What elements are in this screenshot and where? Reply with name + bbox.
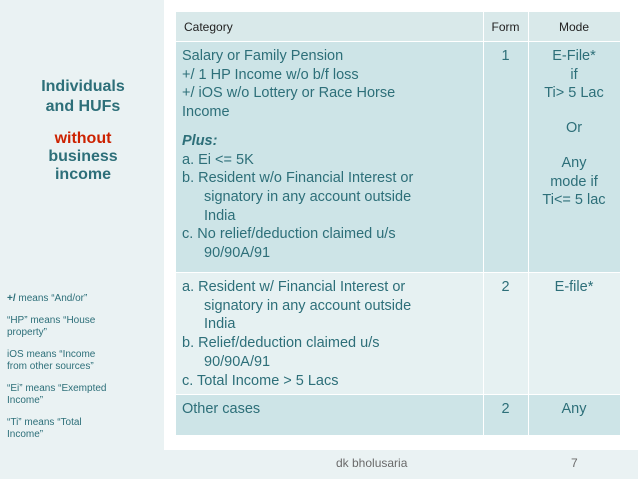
condition-line: a. Resident w/ Financial Interest or bbox=[182, 279, 406, 295]
mode-cell bbox=[528, 42, 620, 273]
note-and-or bbox=[7, 293, 157, 305]
form-cell: 1 bbox=[483, 42, 528, 273]
category-line: +/ 1 HP Income w/o b/f loss bbox=[182, 66, 359, 83]
subheading-line-1: business bbox=[48, 148, 118, 165]
category-cell bbox=[176, 42, 483, 273]
note-ti bbox=[7, 417, 157, 441]
table-header-row bbox=[176, 12, 620, 42]
mode-line: mode if bbox=[550, 173, 598, 190]
condition-line: signatory in any account outside bbox=[204, 188, 412, 205]
condition-line: 90/90A/91 bbox=[204, 245, 271, 262]
condition-line: 90/90A/91 bbox=[204, 353, 271, 370]
itr-form-table bbox=[176, 12, 621, 436]
condition-line: c. Total Income > 5 Lacs bbox=[182, 372, 339, 389]
mode-cell: E-file* bbox=[528, 273, 620, 395]
subheading-line-2: income bbox=[54, 166, 111, 183]
note-text: Income” bbox=[7, 395, 44, 406]
mode-line: E-File* bbox=[552, 48, 596, 64]
category-cell: Other cases bbox=[176, 395, 483, 436]
legend-notes bbox=[7, 293, 157, 473]
mode-line: if bbox=[570, 66, 578, 83]
category-line: +/ iOS w/o Lottery or Race Horse bbox=[182, 85, 396, 102]
panel-heading bbox=[24, 77, 142, 117]
mode-line: Or bbox=[565, 120, 583, 137]
condition-line: India bbox=[204, 207, 236, 224]
note-text: means “And/or” bbox=[15, 293, 88, 304]
footer-author: dk bholusaria bbox=[336, 456, 408, 470]
note-text: iOS means “Income bbox=[7, 349, 96, 360]
category-line: Income bbox=[182, 104, 230, 121]
form-cell: 2 bbox=[483, 273, 528, 395]
table-row bbox=[176, 395, 620, 436]
note-text: “Ti” means “Total bbox=[7, 417, 82, 428]
condition-line: India bbox=[204, 316, 236, 333]
note-text: from other sources” bbox=[7, 361, 94, 372]
heading-line-2: and HUFs bbox=[45, 98, 121, 115]
plus-label: Plus: bbox=[182, 132, 218, 149]
heading-line-1: Individuals bbox=[41, 78, 125, 95]
category-cell bbox=[176, 273, 483, 395]
category-line: Salary or Family Pension bbox=[182, 48, 344, 64]
mode-line: Ti<= 5 lac bbox=[542, 192, 606, 209]
header-mode: Mode bbox=[528, 12, 620, 42]
panel-subheading bbox=[24, 130, 142, 184]
page-number: 7 bbox=[571, 456, 578, 470]
subheading-without: without bbox=[54, 130, 112, 147]
footer-bar bbox=[0, 450, 638, 479]
note-text: “HP” means “House bbox=[7, 315, 96, 326]
condition-line: c. No relief/deduction claimed u/s bbox=[182, 226, 396, 243]
table-row bbox=[176, 42, 620, 273]
mode-cell: Any bbox=[528, 395, 620, 436]
note-text: property” bbox=[7, 327, 48, 338]
table-row bbox=[176, 273, 620, 395]
note-ei bbox=[7, 383, 157, 407]
condition-line: b. Relief/deduction claimed u/s bbox=[182, 335, 380, 352]
note-ios bbox=[7, 349, 157, 373]
mode-line: Ti> 5 Lac bbox=[544, 85, 604, 102]
condition-line: signatory in any account outside bbox=[204, 297, 412, 314]
header-form: Form bbox=[483, 12, 528, 42]
note-text: “Ei” means “Exempted bbox=[7, 383, 107, 394]
header-category: Category bbox=[176, 12, 483, 42]
condition-line: b. Resident w/o Financial Interest or bbox=[182, 170, 414, 187]
note-bold-symbol: +/ bbox=[7, 293, 16, 304]
note-hp bbox=[7, 315, 157, 339]
condition-line: a. Ei <= 5K bbox=[182, 151, 254, 168]
mode-line: Any bbox=[561, 154, 587, 171]
note-text: Income” bbox=[7, 429, 44, 440]
form-cell: 2 bbox=[483, 395, 528, 436]
